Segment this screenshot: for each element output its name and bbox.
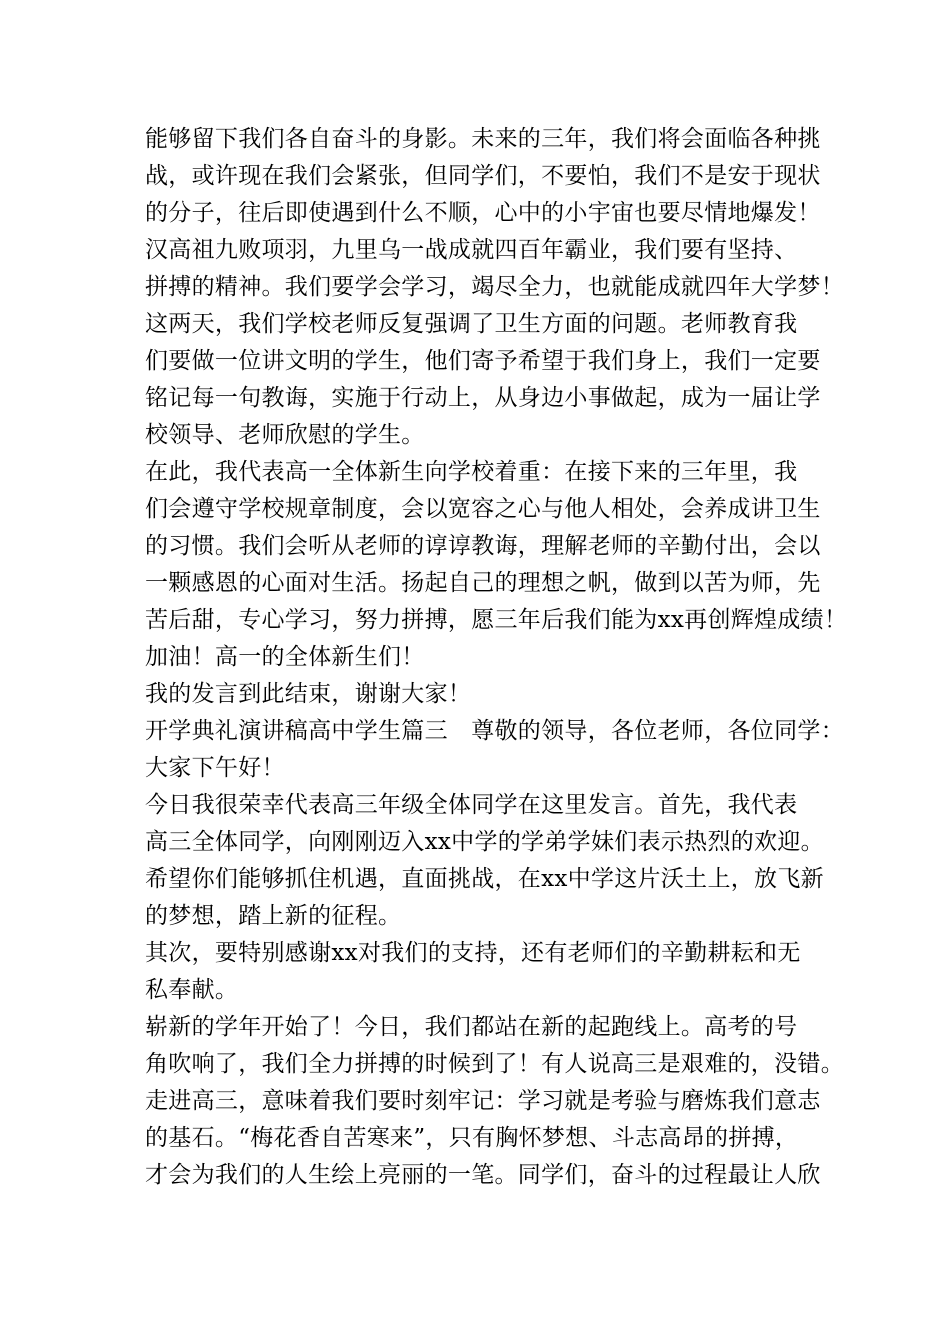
text-line: 一颗感恩的心面对生活。扬起自己的理想之帆，做到以苦为师，先 <box>145 570 821 596</box>
text-line: 的分子，往后即使遇到什么不顺，心中的小宇宙也要尽情地爆发！ <box>145 200 821 226</box>
text-line: 其次，要特别感谢xx对我们的支持，还有老师们的辛勤耕耘和无 <box>145 940 801 966</box>
text-line: 今日我很荣幸代表高三年级全体同学在这里发言。首先，我代表 <box>145 792 798 818</box>
text-line: 战，或许现在我们会紧张，但同学们，不要怕，我们不是安于现状 <box>145 163 821 189</box>
text-line: 这两天，我们学校老师反复强调了卫生方面的问题。老师教育我 <box>145 311 798 337</box>
text-line: 苦后甜，专心学习，努力拼搏，愿三年后我们能为xx再创辉煌成绩！ <box>145 607 848 633</box>
text-line: 的习惯。我们会听从老师的谆谆教诲，理解老师的辛勤付出，会以 <box>145 533 821 559</box>
section-heading-line: 开学典礼演讲稿高中学生篇三 尊敬的领导，各位老师，各位同学： <box>145 718 844 744</box>
text-line: 大家下午好！ <box>145 755 285 781</box>
text-line: 崭新的学年开始了！今日，我们都站在新的起跑线上。高考的号 <box>145 1014 798 1040</box>
text-line: 希望你们能够抓住机遇，直面挑战，在xx中学这片沃土上，放飞新 <box>145 866 824 892</box>
text-line: 走进高三，意味着我们要时刻牢记：学习就是考验与磨炼我们意志 <box>145 1088 821 1114</box>
text-line: 们会遵守学校规章制度，会以宽容之心与他人相处，会养成讲卫生 <box>145 496 821 522</box>
text-line: 在此，我代表高一全体新生向学校着重：在接下来的三年里，我 <box>145 459 798 485</box>
text-line: 拼搏的精神。我们要学会学习，竭尽全力，也就能成就四年大学梦！ <box>145 274 844 300</box>
text-line: 高三全体同学，向刚刚迈入xx中学的学弟学妹们表示热烈的欢迎。 <box>145 829 824 855</box>
text-line: 加油！高一的全体新生们！ <box>145 644 425 670</box>
text-line: 们要做一位讲文明的学生，他们寄予希望于我们身上，我们一定要 <box>145 348 821 374</box>
text-line: 能够留下我们各自奋斗的身影。未来的三年，我们将会面临各种挑 <box>145 126 821 152</box>
text-line: 的基石。“梅花香自苦寒来”，只有胸怀梦想、斗志高昂的拼搏， <box>145 1125 799 1151</box>
text-line: 的梦想，踏上新的征程。 <box>145 903 402 929</box>
text-line: 我的发言到此结束，谢谢大家！ <box>145 681 472 707</box>
text-line: 汉高祖九败项羽，九里乌一战成就四百年霸业，我们要有坚持、 <box>145 237 798 263</box>
text-line: 私奉献。 <box>145 977 239 1003</box>
text-line: 校领导、老师欣慰的学生。 <box>145 422 425 448</box>
text-line: 才会为我们的人生绘上亮丽的一笔。同学们，奋斗的过程最让人欣 <box>145 1162 821 1188</box>
text-line: 角吹响了，我们全力拼搏的时候到了！有人说高三是艰难的，没错。 <box>145 1051 844 1077</box>
text-line: 铭记每一句教诲，实施于行动上，从身边小事做起，成为一届让学 <box>145 385 821 411</box>
